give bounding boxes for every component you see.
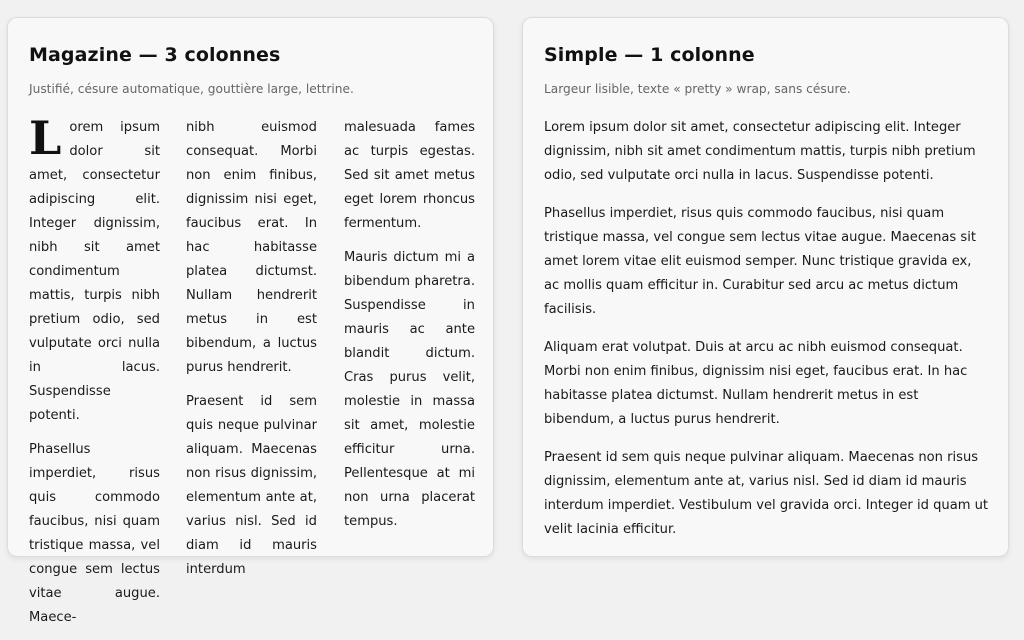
magazine-title: Magazine — 3 colonnes bbox=[29, 44, 281, 66]
simple-paragraph: Praesent id sem quis neque pulvinar aliquam. Maecenas non risus dignissim, elementum ante at, varius nisl. Sed id diam id mauris interdum imperdiet. Vestibulum vel gravida orci. Integer id quam ut velit lacinia efficitur. bbox=[544, 450, 989, 537]
simple-title: Simple — 1 colonne bbox=[544, 44, 755, 66]
magazine-paragraph bbox=[29, 111, 160, 428]
simple-body bbox=[544, 116, 990, 556]
magazine-paragraph: nibh euismod consequat. Morbi non enim finibus, dignissim nisi eget, faucibus erat. In hac habitasse platea dictumst. Nullam hendrerit metus in est bibendum, a luctus purus hendrerit. bbox=[186, 120, 317, 375]
magazine-column-1 bbox=[29, 111, 160, 640]
simple-paragraph: Phasellus imperdiet, risus quis commodo faucibus, nisi quam tristique massa, vel congue sem lectus vitae augue. Maecenas sit amet lorem vitae elit euismod semper. Nunc tristique gravida ex, ac mollis quam efficitur in. Curabitur sed arcu ac metus dictum facilisis. bbox=[544, 206, 976, 317]
magazine-column-3 bbox=[344, 116, 475, 544]
simple-card bbox=[522, 17, 1009, 557]
magazine-paragraph: malesuada fames ac turpis egestas. Sed sit amet metus eget lorem rhoncus fermentum. bbox=[344, 120, 475, 231]
magazine-subtitle: Justifié, césure automatique, gouttière large, lettrine. bbox=[29, 82, 354, 96]
magazine-paragraph: Mauris dictum mi a bibendum pharetra. Suspendisse in mauris ac ante blandit dictum. Cras purus velit, molestie in massa sit amet, molestie efficitur urna. Pellentesque at mi non urna placerat tempus. bbox=[344, 250, 475, 529]
magazine-card bbox=[7, 17, 494, 625]
dropcap: L bbox=[29, 111, 62, 165]
magazine-column-2 bbox=[186, 116, 317, 592]
simple-paragraph: Aliquam erat volutpat. Duis at arcu ac nibh euismod consequat. Morbi non enim finibus, dignissim nisi eget, faucibus erat. In hac habitasse platea dictumst. Nullam hendrerit metus in est bibendum, a luctus purus hendrerit. bbox=[544, 340, 968, 427]
simple-subtitle: Largeur lisible, texte « pretty » wrap, sans césure. bbox=[544, 82, 851, 96]
magazine-paragraph: Phasellus imperdiet, risus quis commodo faucibus, nisi quam tristique massa, vel congue sem lectus vitae augue. Maece- bbox=[29, 442, 160, 625]
simple-paragraph: Lorem ipsum dolor sit amet, consectetur adipiscing elit. Integer dignissim, nibh sit amet condimentum mattis, turpis nibh pretium odio, sed vulputate orci nulla in lacus. Suspendisse potenti. bbox=[544, 120, 976, 183]
magazine-paragraph-text: orem ipsum dolor sit amet, consectetur adipiscing elit. Integer dignissim, nibh sit amet condimentum mattis, turpis nibh pretium odio, sed vulputate orci nulla in lacus. Suspendisse potenti. bbox=[29, 120, 160, 423]
magazine-paragraph: Praesent id sem quis neque pulvinar aliquam. Maecenas non risus dignissim, elementum ante at, varius nisl. Sed id diam id mauris interdum bbox=[186, 394, 317, 577]
